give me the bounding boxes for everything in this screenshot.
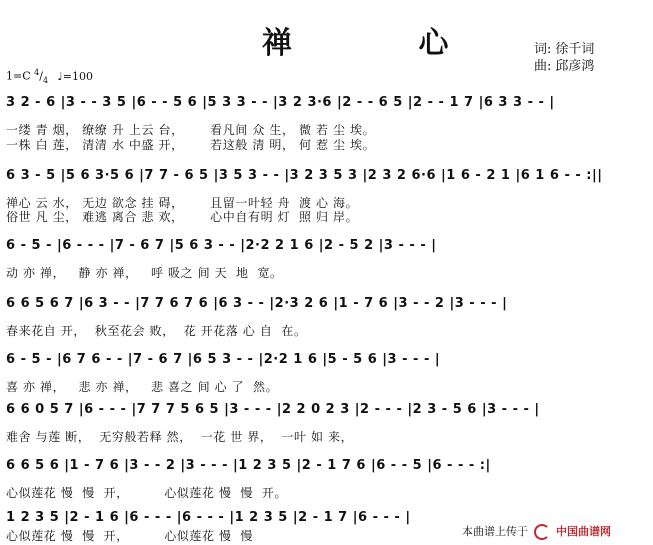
notation-row: 6 6 5 6 |1 - 7 6 |3 - - 2 |3 - - - |1 2 3 5 |2 - 1 7 6 |6 - - 5 |6 - - - :| <box>6 458 491 473</box>
upload-text: 本曲谱上传于 <box>462 526 528 538</box>
notation-row: 6 3 - 5 |5 6 3·5 6 |7 7 - 6 5 |3 5 3 - - |3 2 3 5 3 |2 3 2 6·6 |1 6 - 2 1 |6 1 6 - - :|| <box>6 168 603 183</box>
lyrics-verse-1: 心似莲花 慢 慢 开， 心似莲花 慢 慢 开。 <box>6 486 288 500</box>
notation-row: 6 6 0 5 7 |6 - - - |7 7 7 5 6 5 |3 - - - |2 2 0 2 3 |2 - - - |2 3 - 5 6 |3 - - - | <box>6 402 540 417</box>
composer-label: 曲: <box>534 59 552 74</box>
lyrics-verse-1: 难舍 与莲 断， 无穷般若释 然， 一花 世 界， 一叶 如 来， <box>6 430 354 444</box>
lyrics-verse-1: 动 亦 禅， 静 亦 禅， 呼 吸之 间 天 地 宽。 <box>6 266 283 280</box>
upload-credit <box>462 523 611 540</box>
site-brand: 中国曲谱网 <box>556 526 611 538</box>
key-signature: 1=C <box>6 69 31 83</box>
lyrics-verse-1: 一缕 青 烟， 缭缭 升 上云 台， 看凡间 众 生， 微 若 尘 埃。 <box>6 123 376 137</box>
time-signature-bottom: 4 <box>42 75 49 85</box>
notation-row: 6 6 5 6 7 |6 3 - - |7 7 6 7 6 |6 3 - - |2·3 2 6 |1 - 7 6 |3 - - 2 |3 - - - | <box>6 296 508 311</box>
notation-row: 3 2 - 6 |3 - - 3 5 |6 - - 5 6 |5 3 3 - - |3 2 3·6 |2 - - 6 5 |2 - - 1 7 |6 3 3 - - | <box>6 95 555 110</box>
lyrics-verse-1: 禅心 云 水， 无边 欲念 挂 碍， 且留一叶轻 舟 渡 心 海。 <box>6 196 359 210</box>
lyrics-verse-1: 心似莲花 慢 慢 开， 心似莲花 慢 慢 <box>6 529 254 543</box>
notation-row: 1 2 3 5 |2 - 1 6 |6 - - - |6 - - - |1 2 3 5 |2 - 1 7 |6 - - - | <box>6 510 411 525</box>
lyricist-name: 徐千词 <box>555 42 595 57</box>
notation-row: 6 - 5 - |6 - - - |7 - 6 7 |5 6 3 - - |2·2 2 1 6 |2 - 5 2 |3 - - - | <box>6 238 437 253</box>
time-signature-top: 4 <box>34 68 40 77</box>
key-time-tempo: 1=C $^4/_4$ ♩=100 <box>6 68 93 85</box>
lyricist-label: 词: <box>534 42 552 57</box>
site-logo-icon <box>534 524 550 540</box>
composer-credit <box>530 55 594 74</box>
tempo-marking: ♩=100 <box>57 69 93 83</box>
composer-name: 邱彦鸿 <box>555 59 595 74</box>
notation-row: 6 - 5 - |6 7 6 - - |7 - 6 7 |6 5 3 - - |2·2 1 6 |5 - 5 6 |3 - - - | <box>6 352 441 367</box>
lyrics-verse-1: 喜 亦 禅， 悲 亦 禅， 悲 喜之 间 心 了 然。 <box>6 380 279 394</box>
lyrics-verse-2: 一株 白 莲， 清清 水 中盛 开， 若这般 清 明， 何 惹 尘 埃。 <box>6 138 376 152</box>
song-title: 禅 心 <box>262 26 507 61</box>
lyrics-verse-1: 春来花自 开， 秋至花会 败， 花 开花落 心 自 在。 <box>6 324 307 338</box>
lyrics-verse-2: 俗世 凡 尘， 难逃 离合 悲 欢， 心中自有明 灯 照 归 岸。 <box>6 210 359 224</box>
